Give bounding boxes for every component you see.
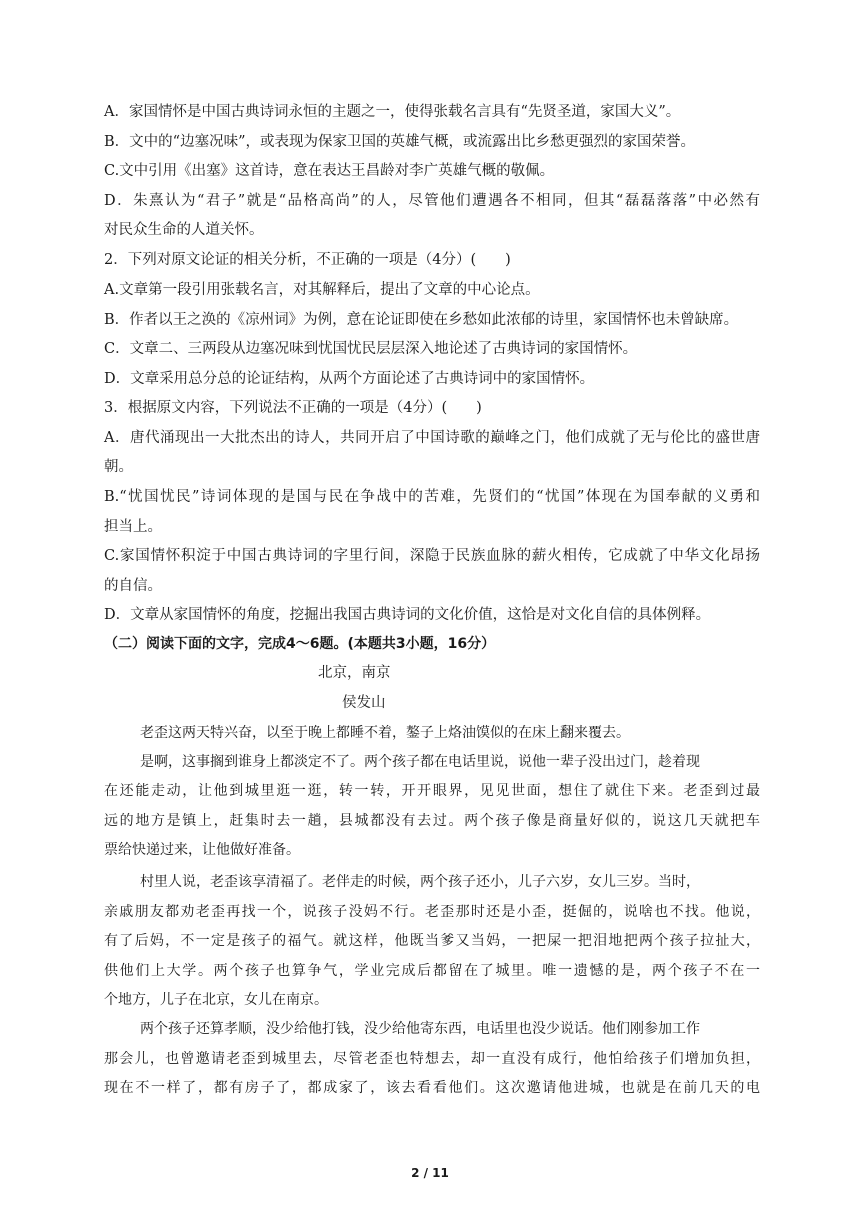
option-b-line: B．文中的“边塞况味”，或表现为保家卫国的英雄气概，或流露出比乡愁更强烈的家国荣誉。 <box>104 134 695 150</box>
question-3: 3．根据原文内容，下列说法不正确的一项是（4分）( ) <box>104 400 482 416</box>
option-d-line: D．朱熹认为“君子”就是“品格高尚”的人，尽管他们遭遇各不相同，但其“磊磊落落”中必然有 <box>104 193 760 209</box>
q3-option-b-continuation: 担当上。 <box>104 519 162 535</box>
story-line: 票给快递过来，让他做好准备。 <box>104 842 300 858</box>
story-line: 在还能走动，让他到城里逛一逛，转一转，开开眼界，见见世面，想住了就住下来。老歪到过最 <box>104 783 760 799</box>
q2-option-d: D．文章采用总分总的论证结构，从两个方面论述了古典诗词中的家国情怀。 <box>104 371 595 387</box>
story-line: 个地方，儿子在北京，女儿在南京。 <box>104 992 328 1008</box>
story-line: 现在不一样了，都有房子了，都成家了，该去看看他们。这次邀请他进城，也就是在前几天的电 <box>104 1080 760 1096</box>
option-c-line: C.文中引用《出塞》这首诗，意在表达王昌龄对李广英雄气概的敬佩。 <box>104 163 555 179</box>
story-paragraph-4: 两个孩子还算孝顺，没少给他打钱，没少给他寄东西，电话里也没少说话。他们刚参加工作 <box>140 1021 700 1037</box>
story-line: 有了后妈，不一定是孩子的福气。就这样，他既当爹又当妈，一把屎一把泪地把两个孩子拉扯大， <box>104 933 760 949</box>
q3-option-b: B.“忧国忧民”诗词体现的是国与民在争战中的苦难，先贤们的“忧国”体现在为国奉献的义勇和 <box>104 489 760 505</box>
q3-option-c-continuation: 的自信。 <box>104 578 162 594</box>
story-paragraph-2: 是啊，这事搁到谁身上都淡定不了。两个孩子都在电话里说，说他一辈子没出过门，趁着现 <box>140 754 700 770</box>
story-line: 那会儿，也曾邀请老歪到城里去，尽管老歪也特想去，却一直没有成行，他怕给孩子们增加负担， <box>104 1051 760 1067</box>
story-author: 侯发山 <box>342 695 386 711</box>
q2-option-b: B．作者以王之涣的《凉州词》为例，意在论证即使在乡愁如此浓郁的诗里，家国情怀也未曾缺席。 <box>104 312 739 328</box>
story-line: 供他们上大学。两个孩子也算争气，学业完成后都留在了城里。唯一遗憾的是，两个孩子不在一 <box>104 963 760 979</box>
page-number: 2 / 11 <box>411 1166 449 1180</box>
question-2: 2．下列对原文论证的相关分析，不正确的一项是（4分）( ) <box>104 252 511 268</box>
q3-option-a-continuation: 朝。 <box>104 459 133 475</box>
option-d-continuation: 对民众生命的人道关怀。 <box>104 222 264 238</box>
story-paragraph-1: 老歪这两天特兴奋，以至于晚上都睡不着，鏊子上烙油馍似的在床上翻来覆去。 <box>140 725 630 741</box>
q3-option-a: A．唐代涌现出一大批杰出的诗人，共同开启了中国诗歌的巅峰之门，他们成就了无与伦比的盛世唐 <box>104 430 760 446</box>
q2-option-c: C．文章二、三两段从边塞况味到忧国忧民层层深入地论述了古典诗词的家国情怀。 <box>104 341 638 357</box>
q3-option-c: C.家国情怀积淀于中国古典诗词的字里行间，深隐于民族血脉的薪火相传，它成就了中华文化昂扬 <box>104 548 760 564</box>
story-paragraph-3: 村里人说，老歪该享清福了。老伴走的时候，两个孩子还小，儿子六岁，女儿三岁。当时， <box>140 874 700 890</box>
q2-option-a: A.文章第一段引用张载名言，对其解释后，提出了文章的中心论点。 <box>104 282 540 298</box>
section-heading: （二）阅读下面的文字，完成4～6题。(本题共3小题，16分） <box>104 636 496 652</box>
story-title: 北京，南京 <box>318 665 391 681</box>
q3-option-d: D．文章从家国情怀的角度，挖掘出我国古典诗词的文化价值，这恰是对文化自信的具体例释。 <box>104 607 711 623</box>
story-line: 亲戚朋友都劝老歪再找一个，说孩子没妈不行。老歪那时还是小歪，挺倔的，说啥也不找。他说， <box>104 904 760 920</box>
option-a-line: A．家国情怀是中国古典诗词永恒的主题之一，使得张载名言具有“先贤圣道，家国大义”。 <box>104 104 681 120</box>
story-line: 远的地方是镇上，赶集时去一趟，县城都没有去过。两个孩子像是商量好似的，说这几天就把车 <box>104 813 760 829</box>
